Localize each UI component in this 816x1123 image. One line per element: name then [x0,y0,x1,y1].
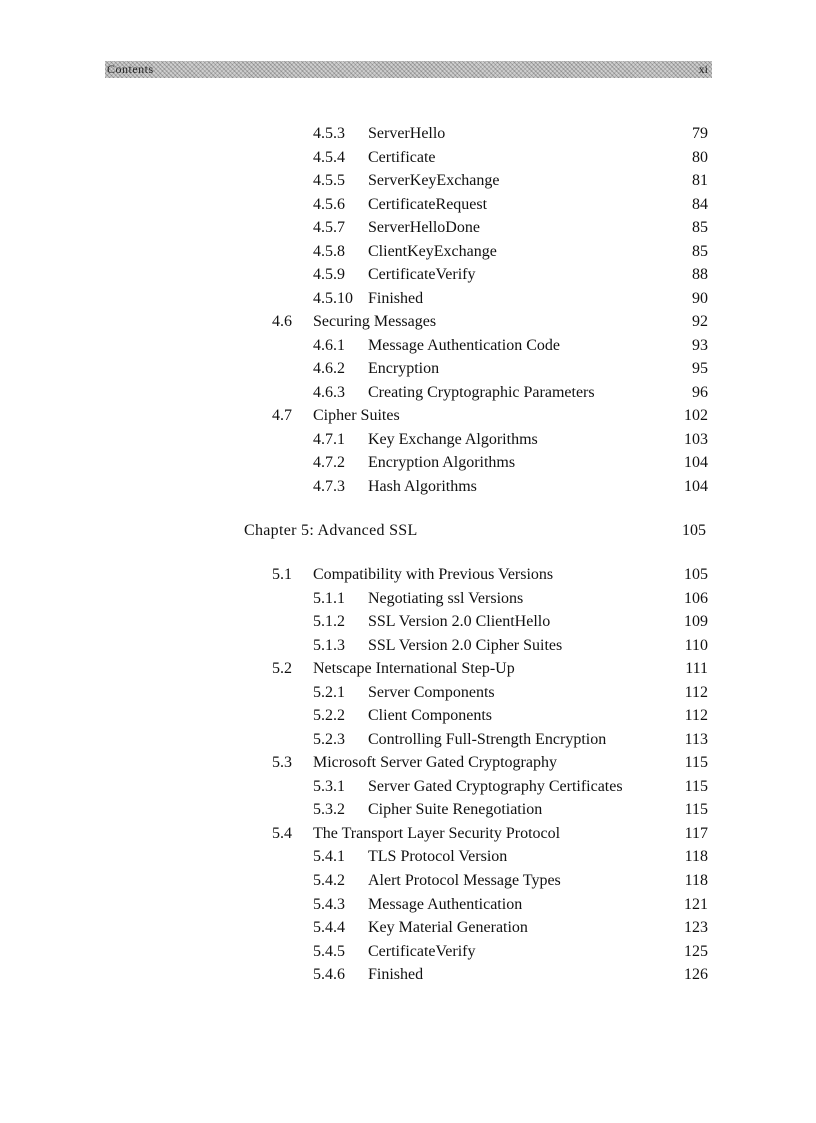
toc-entry[interactable] [0,705,816,727]
entry-title: ClientKeyExchange [368,242,497,260]
entry-title: SSL Version 2.0 ClientHello [368,613,551,630]
toc-entry[interactable] [0,476,816,498]
entry-title: Key Exchange Algorithms [368,430,538,448]
entry-page: 126 [684,966,708,983]
entry-page: 109 [684,613,708,630]
entry-number: 5.2 [272,660,292,677]
entry-number: 4.7 [272,407,292,424]
entry-page: 115 [684,777,708,795]
entry-page: 115 [684,754,708,771]
entry-page: 106 [684,589,708,607]
entry-title: CertificateVerify [368,266,476,283]
entry-title: Securing Messages [313,313,437,330]
entry-page: 85 [692,219,708,236]
entry-number: 4.7.2 [313,454,345,471]
entry-title: Finished [368,966,424,983]
toc-entry[interactable] [0,846,816,868]
entry-page: 118 [684,872,708,889]
entry-number: 5.4.1 [313,848,345,865]
entry-number: 5.4 [272,824,292,842]
entry-title: SSL Version 2.0 Cipher Suites [368,636,563,654]
entry-number: 4.5.9 [313,266,345,283]
entry-number: 5.4.6 [313,966,345,983]
entry-number: 4.5.5 [313,172,345,189]
entry-title: Cipher Suite Renegotiation [368,801,543,818]
entry-number: 5.1.2 [313,613,345,630]
entry-number: 4.5.7 [313,219,345,236]
entry-number: 5.3 [272,754,292,771]
entry-page: 111 [685,660,708,677]
toc-entry[interactable] [0,588,816,610]
toc-entry[interactable] [0,194,816,216]
entry-page: 123 [684,919,708,936]
entry-page: 103 [684,430,708,448]
entry-title: ServerHello [368,125,446,142]
entry-page: 104 [684,477,708,495]
toc-entry[interactable] [0,358,816,380]
toc-entry[interactable] [0,964,816,986]
toc-entry[interactable] [0,870,816,892]
entry-page: 113 [684,730,708,748]
entry-title: Server Gated Cryptography Certificates [368,777,623,795]
entry-number: 4.7.3 [313,477,345,495]
toc-entry[interactable] [0,752,816,774]
entry-number: 5.1.1 [313,589,345,607]
entry-number: 5.4.2 [313,872,345,889]
entry-number: 5.2.1 [313,683,345,701]
toc-entry[interactable] [0,335,816,357]
toc-entry[interactable] [0,635,816,657]
entry-number: 4.5.4 [313,148,345,166]
toc-entry[interactable] [0,217,816,239]
entry-page: 121 [684,895,708,913]
entry-page: 112 [684,707,708,724]
entry-title: TLS Protocol Version [368,848,508,865]
entry-page: 90 [692,289,708,307]
toc-entry[interactable] [0,452,816,474]
toc-entry[interactable] [0,264,816,286]
entry-title: Microsoft Server Gated Cryptography [313,754,557,771]
entry-page: 84 [692,195,708,213]
entry-page: 95 [692,360,708,377]
entry-number: 4.5.10 [313,289,353,307]
entry-title: Creating Cryptographic Parameters [368,383,595,401]
toc-entry[interactable] [0,147,816,169]
entry-title: CertificateRequest [368,195,488,213]
entry-title: Alert Protocol Message Types [368,872,561,889]
entry-number: 4.5.3 [313,125,345,142]
entry-number: 4.7.1 [313,430,345,448]
entry-page: 117 [684,824,708,842]
entry-page: 115 [684,801,708,818]
toc-entry[interactable] [0,799,816,821]
entry-number: 4.6.3 [313,383,345,401]
entry-number: 5.1 [272,566,292,583]
entry-page: 85 [692,242,708,260]
entry-number: 5.4.3 [313,895,345,913]
toc-entry[interactable] [0,776,816,798]
chapter-title: Chapter 5: Advanced SSL [244,522,418,539]
entry-number: 4.6.1 [313,336,345,354]
toc-entry[interactable] [0,611,816,633]
entry-page: 118 [684,848,708,865]
entry-title: ServerKeyExchange [368,172,500,189]
entry-number: 5.4.5 [313,942,345,960]
entry-page: 92 [692,313,708,330]
entry-title: Finished [368,289,424,307]
entry-page: 104 [684,454,708,471]
toc-entry[interactable] [0,682,816,704]
entry-title: Server Components [368,683,495,701]
entry-number: 5.2.3 [313,730,345,748]
entry-page: 102 [684,407,708,424]
toc-entry[interactable] [0,823,816,845]
entry-page: 110 [684,636,708,654]
entry-number: 5.3.1 [313,777,345,795]
entry-number: 4.5.8 [313,242,345,260]
entry-page: 105 [684,566,708,583]
entry-title: ServerHelloDone [368,219,480,236]
entry-number: 4.6 [272,313,292,330]
entry-title: Netscape International Step-Up [313,660,515,677]
entry-page: 80 [692,148,708,166]
toc-entry[interactable] [0,917,816,939]
toc-entry[interactable] [0,564,816,586]
toc-entry[interactable] [0,241,816,263]
entry-title: Negotiating ssl Versions [368,589,524,607]
entry-number: 5.2.2 [313,707,345,724]
entry-page: 96 [692,383,708,401]
entry-title: Cipher Suites [313,407,400,424]
entry-title: The Transport Layer Security Protocol [313,824,561,842]
entry-title: Certificate [368,148,436,166]
entry-number: 5.4.4 [313,919,345,936]
toc-entry[interactable] [0,382,816,404]
header-page-number: xi [698,62,708,76]
entry-title: Encryption Algorithms [368,454,516,471]
entry-number: 5.1.3 [313,636,345,654]
toc-entry[interactable] [0,170,816,192]
toc-entry[interactable] [0,429,816,451]
entry-page: 88 [692,266,708,283]
entry-page: 79 [692,125,708,142]
toc-entry[interactable] [0,123,816,145]
entry-number: 5.3.2 [313,801,345,818]
toc-entry[interactable] [0,288,816,310]
entry-page: 112 [684,683,708,701]
toc-entry[interactable] [0,311,816,333]
entry-title: Compatibility with Previous Versions [313,566,554,583]
entry-title: Message Authentication [368,895,523,913]
toc-entry[interactable] [0,729,816,751]
header-section-title: Contents [107,62,154,76]
entry-page: 81 [692,172,708,189]
entry-page: 125 [684,942,708,960]
toc-entry[interactable] [0,894,816,916]
entry-title: Message Authentication Code [368,336,560,354]
entry-number: 4.6.2 [313,360,345,377]
entry-title: CertificateVerify [368,942,476,960]
chapter-page: 105 [682,522,706,539]
toc-entry[interactable] [0,941,816,963]
entry-title: Client Components [368,707,492,724]
toc-entry[interactable] [0,405,816,427]
entry-title: Encryption [368,360,440,377]
toc-entry[interactable] [0,658,816,680]
entry-title: Key Material Generation [368,919,528,936]
entry-page: 93 [692,336,708,354]
entry-title: Hash Algorithms [368,477,477,495]
toc-chapter-heading[interactable] [0,520,816,542]
entry-title: Controlling Full-Strength Encryption [368,730,607,748]
entry-number: 4.5.6 [313,195,345,213]
